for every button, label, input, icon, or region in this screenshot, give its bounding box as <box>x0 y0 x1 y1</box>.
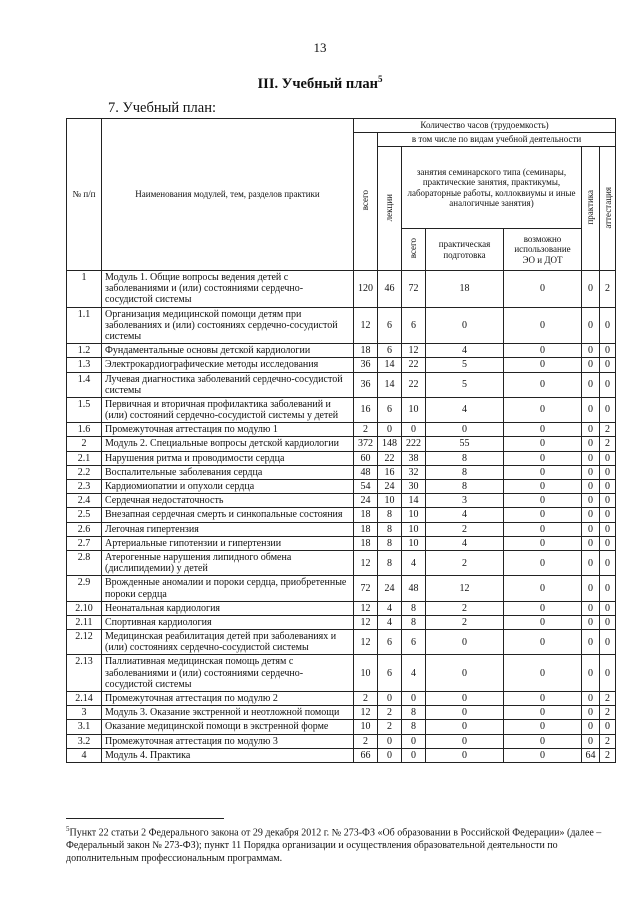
row-seminar-total: 22 <box>402 372 426 397</box>
table-row <box>67 601 616 615</box>
row-name: Нарушения ритма и проводимости сердца <box>102 451 354 465</box>
row-practice: 0 <box>582 692 600 706</box>
row-distance: 0 <box>504 423 582 437</box>
row-distance: 0 <box>504 437 582 451</box>
row-practice: 0 <box>582 655 600 692</box>
row-distance: 0 <box>504 536 582 550</box>
row-lectures: 8 <box>378 508 402 522</box>
row-practical: 0 <box>426 655 504 692</box>
row-attestation: 2 <box>600 706 616 720</box>
row-name: Организация медицинской помощи детям при заболеваниях и (или) состояниях сердечно-сосудистой системы <box>102 307 354 344</box>
row-total: 372 <box>354 437 378 451</box>
row-name: Модуль 1. Общие вопросы ведения детей с заболеваниями и (или) состояниями сердечно-сосудистой системы <box>102 271 354 308</box>
header-lectures <box>378 147 402 271</box>
row-seminar-total: 0 <box>402 734 426 748</box>
table-row <box>67 550 616 575</box>
row-distance: 0 <box>504 748 582 762</box>
row-practical: 18 <box>426 271 504 308</box>
table-row <box>67 692 616 706</box>
row-lectures: 6 <box>378 307 402 344</box>
row-name: Неонатальная кардиология <box>102 601 354 615</box>
row-distance: 0 <box>504 720 582 734</box>
row-code: 2.13 <box>67 655 102 692</box>
row-distance: 0 <box>504 307 582 344</box>
header-practice <box>582 147 600 271</box>
row-lectures: 6 <box>378 397 402 422</box>
row-name: Сердечная недостаточность <box>102 494 354 508</box>
row-code: 1 <box>67 271 102 308</box>
row-code: 3 <box>67 706 102 720</box>
row-code: 3.2 <box>67 734 102 748</box>
row-lectures: 24 <box>378 480 402 494</box>
row-code: 2.1 <box>67 451 102 465</box>
row-practical: 8 <box>426 451 504 465</box>
row-practice: 0 <box>582 550 600 575</box>
row-seminar-total: 222 <box>402 437 426 451</box>
row-distance: 0 <box>504 522 582 536</box>
footnote-mark: 5 <box>66 825 70 833</box>
row-practical: 4 <box>426 344 504 358</box>
table-row <box>67 706 616 720</box>
row-practice: 0 <box>582 372 600 397</box>
row-lectures: 8 <box>378 522 402 536</box>
row-lectures: 14 <box>378 372 402 397</box>
row-practical: 4 <box>426 508 504 522</box>
row-attestation: 0 <box>600 601 616 615</box>
row-seminar-total: 10 <box>402 508 426 522</box>
row-total: 2 <box>354 423 378 437</box>
row-practice: 0 <box>582 536 600 550</box>
footnote-text: Пункт 22 статьи 2 Федерального закона от 29 декабря 2012 г. № 273-ФЗ «Об образовании в Российской Федерации» (далее – Федеральный закон № 273-ФЗ); пункт 11 Порядка организации и осуществления образовательной деятельности по дополнительным профессиональным программам. <box>66 827 602 865</box>
row-attestation: 0 <box>600 480 616 494</box>
header-attestation-label: аттестация <box>603 186 613 229</box>
row-total: 2 <box>354 692 378 706</box>
row-lectures: 24 <box>378 576 402 601</box>
row-seminar-total: 10 <box>402 522 426 536</box>
row-practical: 4 <box>426 536 504 550</box>
section-title-text: III. Учебный план <box>257 75 378 92</box>
table-row <box>67 720 616 734</box>
row-attestation: 0 <box>600 494 616 508</box>
row-seminar-total: 8 <box>402 615 426 629</box>
row-practice: 0 <box>582 344 600 358</box>
row-distance: 0 <box>504 344 582 358</box>
header-seminar-total-label: всего <box>408 238 419 259</box>
row-name: Модуль 3. Оказание экстренной и неотложной помощи <box>102 706 354 720</box>
row-practice: 0 <box>582 615 600 629</box>
row-attestation: 0 <box>600 630 616 655</box>
row-total: 12 <box>354 630 378 655</box>
header-name: Наименования модулей, тем, разделов практики <box>102 119 354 271</box>
row-attestation: 2 <box>600 692 616 706</box>
row-practice: 0 <box>582 271 600 308</box>
row-practice: 0 <box>582 706 600 720</box>
row-lectures: 22 <box>378 451 402 465</box>
header-practical-training: практическая подготовка <box>426 229 504 271</box>
row-code: 2.4 <box>67 494 102 508</box>
row-total: 16 <box>354 397 378 422</box>
row-total: 36 <box>354 372 378 397</box>
row-practice: 0 <box>582 494 600 508</box>
row-total: 18 <box>354 344 378 358</box>
row-total: 2 <box>354 734 378 748</box>
row-lectures: 14 <box>378 358 402 372</box>
row-total: 18 <box>354 508 378 522</box>
row-lectures: 6 <box>378 630 402 655</box>
row-attestation: 0 <box>600 655 616 692</box>
row-distance: 0 <box>504 451 582 465</box>
row-code: 2.8 <box>67 550 102 575</box>
row-name: Промежуточная аттестация по модулю 2 <box>102 692 354 706</box>
row-practice: 0 <box>582 358 600 372</box>
header-seminar: занятия семинарского типа (семинары, практические занятия, практикумы, лабораторные работы, коллоквиумы и иные аналогичные занятия) <box>402 147 582 229</box>
row-attestation: 2 <box>600 437 616 451</box>
row-attestation: 0 <box>600 358 616 372</box>
row-lectures: 4 <box>378 601 402 615</box>
header-attestation <box>600 147 616 271</box>
row-seminar-total: 8 <box>402 601 426 615</box>
row-practice: 0 <box>582 522 600 536</box>
table-row <box>67 734 616 748</box>
row-total: 12 <box>354 706 378 720</box>
header-lectures-label: лекции <box>384 193 395 221</box>
table-row <box>67 522 616 536</box>
table-row <box>67 423 616 437</box>
row-seminar-total: 10 <box>402 536 426 550</box>
table-row <box>67 576 616 601</box>
row-distance: 0 <box>504 465 582 479</box>
row-seminar-total: 48 <box>402 576 426 601</box>
row-attestation: 0 <box>600 372 616 397</box>
table-row <box>67 536 616 550</box>
row-practical: 0 <box>426 630 504 655</box>
row-seminar-total: 12 <box>402 344 426 358</box>
row-code: 1.5 <box>67 397 102 422</box>
row-practical: 0 <box>426 748 504 762</box>
row-distance: 0 <box>504 494 582 508</box>
row-name: Кардиомиопатии и опухоли сердца <box>102 480 354 494</box>
row-practice: 0 <box>582 508 600 522</box>
row-code: 2.5 <box>67 508 102 522</box>
row-total: 66 <box>354 748 378 762</box>
row-code: 2.9 <box>67 576 102 601</box>
row-practical: 0 <box>426 734 504 748</box>
row-seminar-total: 22 <box>402 358 426 372</box>
row-total: 36 <box>354 358 378 372</box>
row-lectures: 2 <box>378 720 402 734</box>
row-code: 2.11 <box>67 615 102 629</box>
row-practical: 0 <box>426 692 504 706</box>
row-attestation: 0 <box>600 397 616 422</box>
row-practice: 0 <box>582 601 600 615</box>
row-attestation: 0 <box>600 465 616 479</box>
row-name: Артериальные гипотензии и гипертензии <box>102 536 354 550</box>
row-code: 2.14 <box>67 692 102 706</box>
row-name: Первичная и вторичная профилактика заболеваний и (или) состояний сердечно-сосудистой системы у детей <box>102 397 354 422</box>
row-total: 12 <box>354 615 378 629</box>
row-code: 3.1 <box>67 720 102 734</box>
row-code: 1.3 <box>67 358 102 372</box>
row-distance: 0 <box>504 397 582 422</box>
row-practical: 3 <box>426 494 504 508</box>
table-row <box>67 465 616 479</box>
row-seminar-total: 4 <box>402 550 426 575</box>
table-row <box>67 437 616 451</box>
row-attestation: 0 <box>600 536 616 550</box>
row-name: Воспалительные заболевания сердца <box>102 465 354 479</box>
row-distance: 0 <box>504 358 582 372</box>
row-practical: 2 <box>426 601 504 615</box>
row-practical: 8 <box>426 480 504 494</box>
row-attestation: 0 <box>600 550 616 575</box>
row-code: 2 <box>67 437 102 451</box>
header-num: № п/п <box>67 119 102 271</box>
header-distance: возможно использование ЭО и ДОТ <box>504 229 582 271</box>
row-lectures: 2 <box>378 706 402 720</box>
row-practice: 0 <box>582 630 600 655</box>
row-seminar-total: 38 <box>402 451 426 465</box>
row-attestation: 0 <box>600 522 616 536</box>
row-total: 54 <box>354 480 378 494</box>
row-lectures: 0 <box>378 748 402 762</box>
row-name: Врожденные аномалии и пороки сердца, приобретенные пороки сердца <box>102 576 354 601</box>
row-practical: 5 <box>426 372 504 397</box>
row-attestation: 0 <box>600 576 616 601</box>
row-distance: 0 <box>504 480 582 494</box>
row-attestation: 2 <box>600 734 616 748</box>
row-seminar-total: 0 <box>402 748 426 762</box>
row-name: Электрокардиографические методы исследования <box>102 358 354 372</box>
row-practice: 0 <box>582 480 600 494</box>
row-name: Модуль 4. Практика <box>102 748 354 762</box>
row-total: 10 <box>354 655 378 692</box>
footnote-ref: 5 <box>377 74 383 84</box>
row-total: 12 <box>354 601 378 615</box>
row-practice: 0 <box>582 720 600 734</box>
footnote <box>66 825 614 865</box>
table-row <box>67 307 616 344</box>
row-code: 1.2 <box>67 344 102 358</box>
row-attestation: 0 <box>600 508 616 522</box>
row-distance: 0 <box>504 372 582 397</box>
section-title <box>0 74 640 93</box>
row-distance: 0 <box>504 508 582 522</box>
row-total: 120 <box>354 271 378 308</box>
row-practical: 2 <box>426 522 504 536</box>
row-name: Модуль 2. Специальные вопросы детской кардиологии <box>102 437 354 451</box>
row-total: 72 <box>354 576 378 601</box>
table-row <box>67 358 616 372</box>
row-distance: 0 <box>504 601 582 615</box>
row-name: Фундаментальные основы детской кардиологии <box>102 344 354 358</box>
row-seminar-total: 0 <box>402 692 426 706</box>
row-seminar-total: 10 <box>402 397 426 422</box>
row-name: Медицинская реабилитация детей при заболеваниях и (или) состояниях сердечно-сосудистой системы <box>102 630 354 655</box>
row-distance: 0 <box>504 576 582 601</box>
row-attestation: 2 <box>600 271 616 308</box>
row-attestation: 0 <box>600 451 616 465</box>
row-code: 1.6 <box>67 423 102 437</box>
row-distance: 0 <box>504 692 582 706</box>
row-lectures: 0 <box>378 423 402 437</box>
row-name: Спортивная кардиология <box>102 615 354 629</box>
header-seminar-total <box>402 229 426 271</box>
row-lectures: 6 <box>378 344 402 358</box>
row-distance: 0 <box>504 550 582 575</box>
row-attestation: 0 <box>600 720 616 734</box>
footnote-divider <box>66 818 224 819</box>
row-attestation: 2 <box>600 423 616 437</box>
row-name: Оказание медицинской помощи в экстренной форме <box>102 720 354 734</box>
row-practice: 0 <box>582 734 600 748</box>
row-lectures: 6 <box>378 655 402 692</box>
row-total: 48 <box>354 465 378 479</box>
row-name: Атерогенные нарушения липидного обмена (дислипидемии) у детей <box>102 550 354 575</box>
row-practical: 2 <box>426 550 504 575</box>
row-code: 4 <box>67 748 102 762</box>
row-code: 1.4 <box>67 372 102 397</box>
row-practical: 0 <box>426 307 504 344</box>
table-row <box>67 748 616 762</box>
row-practical: 55 <box>426 437 504 451</box>
row-distance: 0 <box>504 706 582 720</box>
row-total: 12 <box>354 550 378 575</box>
header-hours-total: Количество часов (трудоемкость) <box>354 119 616 133</box>
row-lectures: 0 <box>378 692 402 706</box>
row-code: 2.7 <box>67 536 102 550</box>
row-seminar-total: 32 <box>402 465 426 479</box>
row-code: 2.6 <box>67 522 102 536</box>
row-practice: 64 <box>582 748 600 762</box>
row-total: 18 <box>354 536 378 550</box>
table-row <box>67 480 616 494</box>
row-lectures: 4 <box>378 615 402 629</box>
row-name: Промежуточная аттестация по модулю 1 <box>102 423 354 437</box>
row-name: Паллиативная медицинская помощь детям с заболеваниями и (или) состояниями сердечно-сосудистой системы <box>102 655 354 692</box>
row-lectures: 148 <box>378 437 402 451</box>
row-practice: 0 <box>582 423 600 437</box>
row-attestation: 2 <box>600 748 616 762</box>
row-lectures: 8 <box>378 536 402 550</box>
row-name: Промежуточная аттестация по модулю 3 <box>102 734 354 748</box>
row-practice: 0 <box>582 576 600 601</box>
row-name: Внезапная сердечная смерть и синкопальные состояния <box>102 508 354 522</box>
row-practice: 0 <box>582 307 600 344</box>
row-distance: 0 <box>504 630 582 655</box>
row-lectures: 8 <box>378 550 402 575</box>
table-body <box>67 271 616 763</box>
page-number: 13 <box>313 40 327 55</box>
table-row <box>67 615 616 629</box>
row-practical: 8 <box>426 465 504 479</box>
row-code: 2.2 <box>67 465 102 479</box>
row-distance: 0 <box>504 734 582 748</box>
row-seminar-total: 4 <box>402 655 426 692</box>
table-row <box>67 451 616 465</box>
row-total: 18 <box>354 522 378 536</box>
row-total: 12 <box>354 307 378 344</box>
curriculum-table <box>66 118 616 763</box>
row-seminar-total: 8 <box>402 706 426 720</box>
row-practice: 0 <box>582 437 600 451</box>
row-seminar-total: 0 <box>402 423 426 437</box>
row-attestation: 0 <box>600 615 616 629</box>
table-header <box>67 119 616 271</box>
row-code: 2.10 <box>67 601 102 615</box>
table-row <box>67 397 616 422</box>
row-name: Лучевая диагностика заболеваний сердечно-сосудистой системы <box>102 372 354 397</box>
row-distance: 0 <box>504 615 582 629</box>
row-practical: 12 <box>426 576 504 601</box>
row-distance: 0 <box>504 655 582 692</box>
row-practice: 0 <box>582 451 600 465</box>
header-total <box>354 133 378 271</box>
row-practical: 0 <box>426 720 504 734</box>
row-attestation: 0 <box>600 344 616 358</box>
row-lectures: 10 <box>378 494 402 508</box>
row-practice: 0 <box>582 465 600 479</box>
row-seminar-total: 72 <box>402 271 426 308</box>
row-lectures: 0 <box>378 734 402 748</box>
row-practical: 4 <box>426 397 504 422</box>
row-practice: 0 <box>582 397 600 422</box>
row-practical: 0 <box>426 706 504 720</box>
table-row <box>67 655 616 692</box>
header-including-types: в том числе по видам учебной деятельности <box>378 133 616 147</box>
table-row <box>67 271 616 308</box>
row-total: 10 <box>354 720 378 734</box>
row-practical: 2 <box>426 615 504 629</box>
row-practical: 5 <box>426 358 504 372</box>
subtitle: 7. Учебный план: <box>108 100 216 116</box>
row-attestation: 0 <box>600 307 616 344</box>
row-total: 60 <box>354 451 378 465</box>
row-distance: 0 <box>504 271 582 308</box>
row-seminar-total: 8 <box>402 720 426 734</box>
row-seminar-total: 6 <box>402 630 426 655</box>
row-code: 2.12 <box>67 630 102 655</box>
row-code: 1.1 <box>67 307 102 344</box>
row-seminar-total: 6 <box>402 307 426 344</box>
row-seminar-total: 14 <box>402 494 426 508</box>
row-lectures: 16 <box>378 465 402 479</box>
header-practice-label: практика <box>585 190 596 225</box>
row-total: 24 <box>354 494 378 508</box>
row-seminar-total: 30 <box>402 480 426 494</box>
table-row <box>67 508 616 522</box>
table-row <box>67 630 616 655</box>
row-code: 2.3 <box>67 480 102 494</box>
table-row <box>67 494 616 508</box>
row-practical: 0 <box>426 423 504 437</box>
table-row <box>67 344 616 358</box>
row-name: Легочная гипертензия <box>102 522 354 536</box>
header-total-label: всего <box>360 190 371 211</box>
row-lectures: 46 <box>378 271 402 308</box>
table-row <box>67 372 616 397</box>
